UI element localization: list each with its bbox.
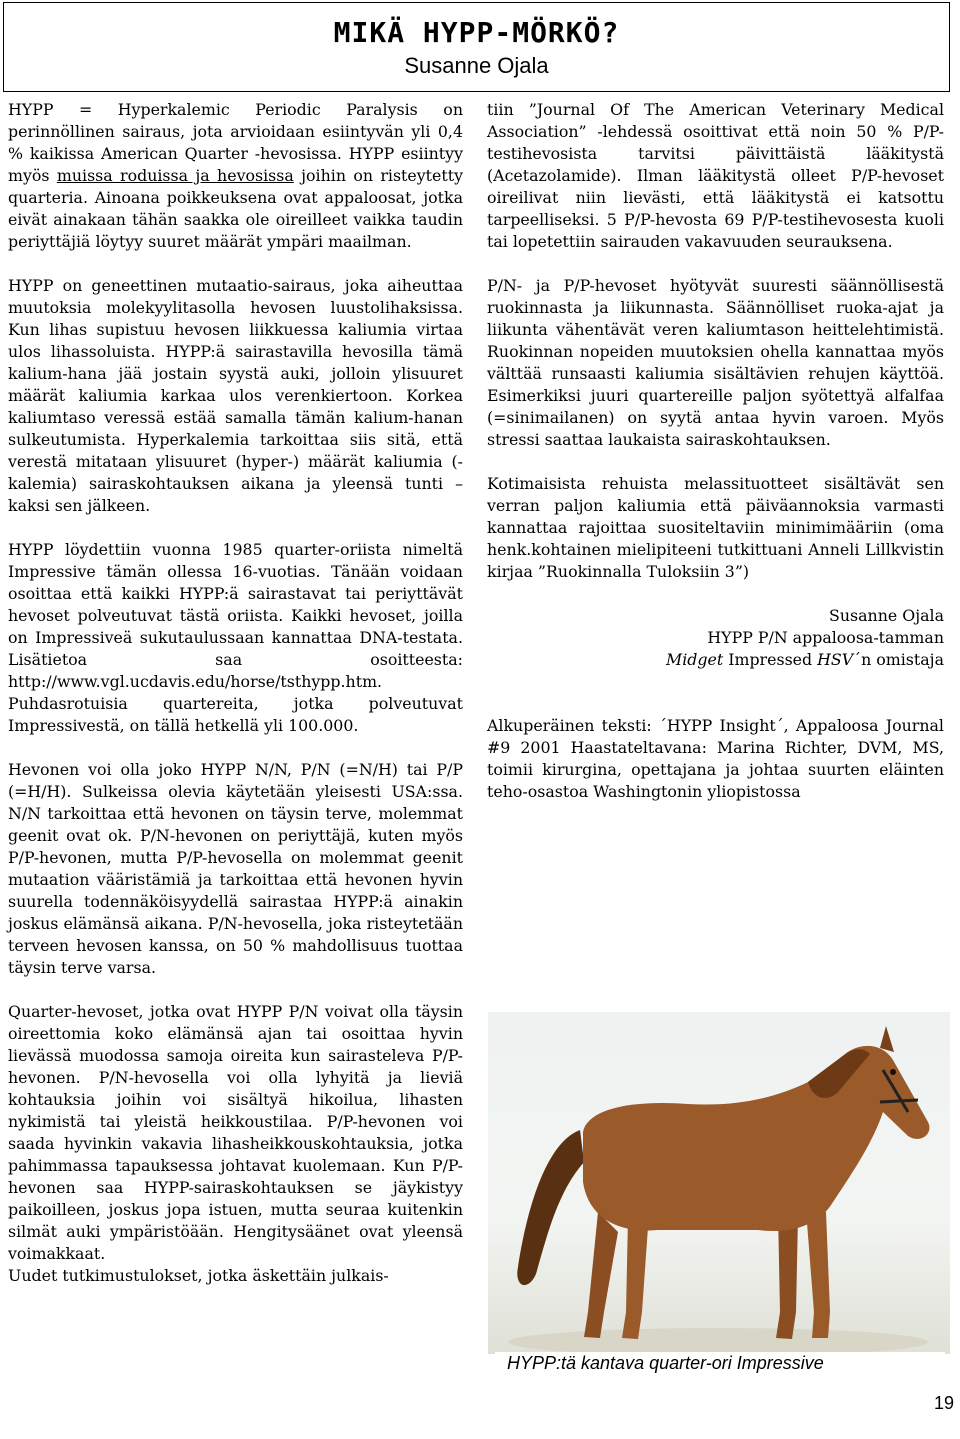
page-number: 19 [933, 1393, 954, 1413]
paragraph-research: tiin ”Journal Of The American Veterinary Medical Association” -lehdessä osoittivat että noin 50 % P/P-testihevosista tarvitsi päivittäistä lääkitystä (Acetazolamide). Ilman lääkitystä olleet P/P-hevoset oireilivat niin lievästi, että lääkitystä ei katsottu tarpeelliseksi. 5 P/P-hevosta 69 P/P-testihevosesta kuoli tai lopetettiin sairauden vakavuuden seurauksena. [487, 100, 944, 251]
article-header [3, 2, 950, 92]
underlined-text: muissa roduissa ja hevosissa [56, 166, 294, 185]
left-column [8, 99, 463, 1287]
paragraph-genotypes: Hevonen voi olla joko HYPP N/N, P/N (=N/H) tai P/P (=H/H). Sulkeissa olevia käytetään yleisesti USA:ssa. N/N tarkoittaa että hevonen on täysin terve, molemmat geenit ovat ok. P/N-hevonen on periyttäjä, kuten myös P/P-hevonen, mutta P/P-hevosella on molemmat geenit mutaation vääristämiä ja tarkoittaa että hevonen hyvin suurella todennäköisyydellä sairastaa HYPP:ä ainakin joskus elämänsä aikana. P/N-hevosella, joka risteytetään terveen hevosen kanssa, on 50 % mahdollisuus tuottaa täysin terve varsa. [8, 760, 463, 977]
signature-line: HYPP P/N appaloosa-tamman [707, 628, 944, 647]
right-column [487, 99, 944, 803]
paragraph-research-start: Uudet tutkimustulokset, jotka äskettäin julkais- [8, 1266, 389, 1285]
paragraph-intro: HYPP = Hyperkalemic Periodic Paralysis on perinnöllinen sairaus, jota arvioidaan esiintyvän yli 0,4 % kaikissa American Quarter -hevosissa. HYPP esiintyy myös muissa roduissa ja hevosissa joihin on risteytetty quarteria. Ainoana poikkeuksena ovat appaloosat, jotka eivät ainakaan tähän saakka ole oireilleet vaikka taudin periyttäjiä löytyy suuret määrät ympäri maailman. [8, 100, 463, 251]
paragraph-source: Alkuperäinen teksti: ´HYPP Insight´, Appaloosa Journal #9 2001 Haastateltavana: Marina Richter, DVM, MS, toimii kirurgina, opettajana ja johtaa suurten eläinten teho-osastoa Washingtonin yliopistossa [487, 716, 944, 801]
paragraph-symptoms: Quarter-hevoset, jotka ovat HYPP P/N voivat olla täysin oireettomia koko elämänsä ajan tai osoittaa hyvin lievässä muodossa samoja oireita kun sairasteleva P/P-hevonen. P/N-hevosella voi olla lyhyitä ja lieviä kohtauksia joihin voi sisältyä hikoilua, lihasten nykimistä tai yleistä heikkoustilaa. P/P-hevonen voi saada hyvinkin vakavia lihasheikkouskohtauksia, jotka pahimmassa tapauksessa johtavat kuolemaan. Kun P/P-hevonen saa HYPP-sairaskohtauksen se jäykistyy paikoilleen, joskus jopa istuen, mutta seuraa kuitenkin silmät auki ympäristöään. Hengitysäänet ovat yleensä voimakkaat. [8, 1002, 463, 1263]
article-author: Susanne Ojala [404, 53, 549, 78]
paragraph-genetics: HYPP on geneettinen mutaatio-sairaus, joka aiheuttaa muutoksia molekyylitasolla hevosen luustolihaksissa. Kun lihas supistuu hevosen liikkuessa kaliumia virtaa ulos lihassoluista. HYPP:ä sairastavilla hevosilla tämä kalium-hana jää jostain syystä auki, jolloin ylisuuret määrät kaliumia karkaa ulos verenkiertoon. Korkea kaliumtaso veressä estää samalla tämän kalium-hanan sulkeutumista. Hyperkalemia tarkoittaa siis sitä, että verestä mitataan ylisuuret (hyper-) määrät kaliumia (-kalemia) sairaskohtauksen aikana ja yleensä tunti – kaksi sen jälkeen. [8, 276, 463, 515]
article-title: MIKÄ HYPP-MÖRKÖ? [333, 16, 620, 49]
paragraph-impressive: HYPP löydettiin vuonna 1985 quarter-oriista nimeltä Impressive tämän ollessa 16-vuotias. Tänään voidaan osoittaa että kaikki HYPP:ä sairastavat tai periyttävät hevoset polveutuvat tästä oriista. Kaikki hevoset, joilla on Impressiveä sukutaulussaan kannattaa DNA-testata. Lisätietoa saa osoitteesta: http://www.vgl.ucdavis.edu/horse/tsthypp.htm. Puhdasrotuisia quartereita, jotka polveutuvat Impressivestä, on tällä hetkellä yli 100.000. [8, 540, 463, 735]
photo-caption: HYPP:tä kantava quarter-ori Impressive [507, 1353, 824, 1373]
signature-name: Susanne Ojala [829, 606, 944, 625]
horse-illustration [488, 1012, 950, 1354]
photo-caption-box [495, 1352, 945, 1378]
paragraph-feeding: P/N- ja P/P-hevoset hyötyvät suuresti säännöllisestä ruokinnasta ja liikunnasta. Säännölliset ruoka-ajat ja liikunta vähentävät veren kaliumtason heittelehtimistä. Ruokinnan nopeiden muutoksien ohella kannattaa myös välttää runsaasti kaliumia sisältävien rehujen käyttöä. Esimerkiksi juuri quartereille paljon syötettyä alfalfaa (=sinimailanen) on syytä antaa hyvin varoen. Myös stressi saattaa laukaista sairaskohtauksen. [487, 276, 944, 449]
horse-photo [488, 1012, 950, 1354]
paragraph-domestic-feeds: Kotimaisista rehuista melassituotteet sisältävät sen verran paljon kaliumia että päiväannoksia varmasti kannattaa rajoittaa suositeltaviin minimimääriin (oma henk.kohtainen mielipiteeni tutkittuani Anneli Lillkvistin kirjaa ”Ruokinnalla Tuloksiin 3”) [487, 474, 944, 581]
signature-horse: Midget Impressed HSV´n omistaja [666, 650, 944, 669]
